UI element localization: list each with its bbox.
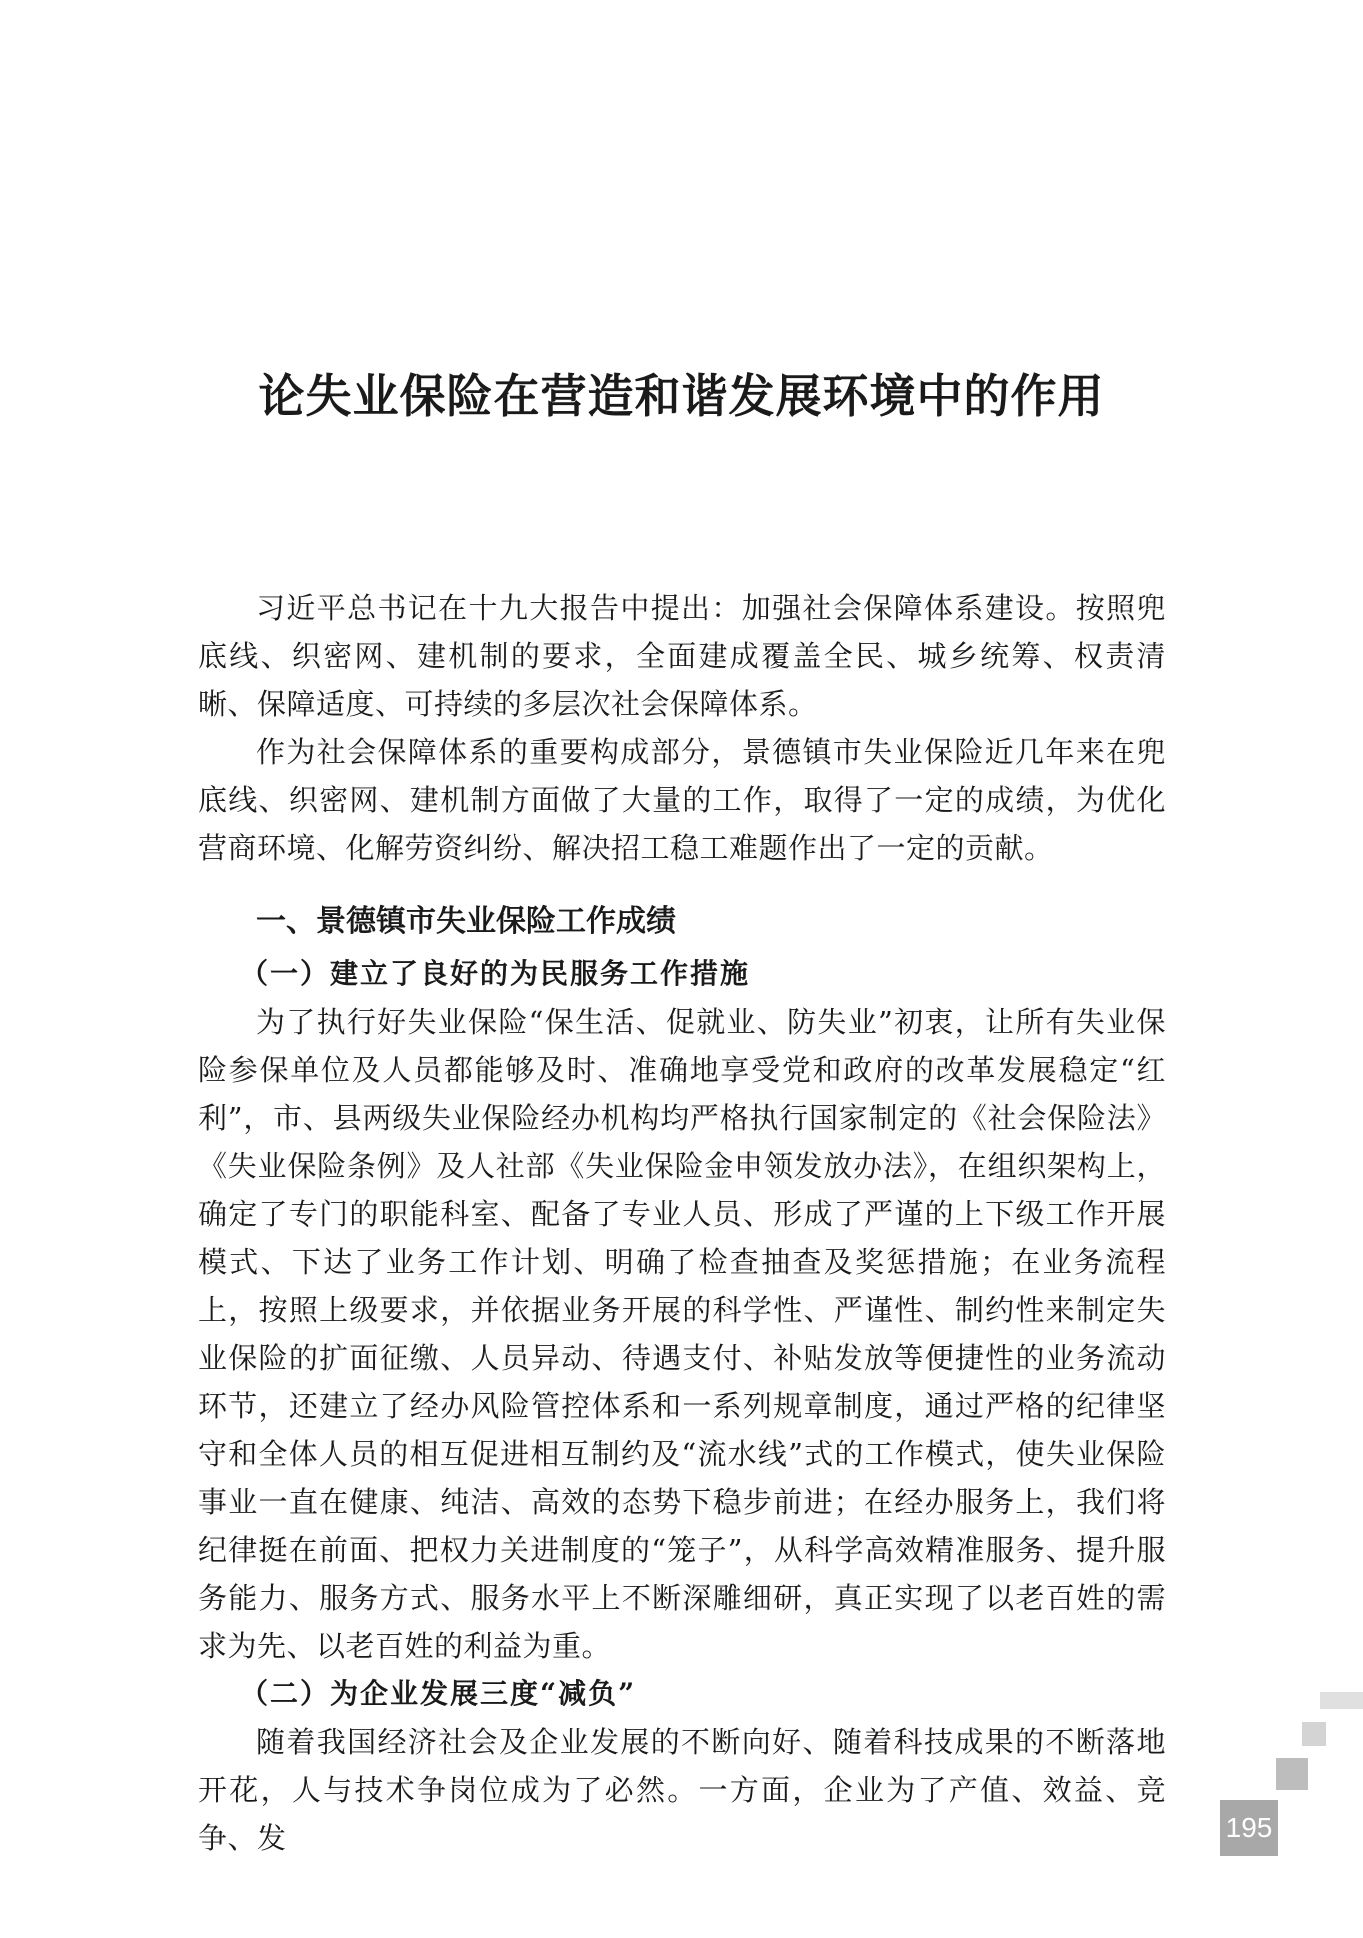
decorative-square [1320, 1692, 1363, 1709]
subsection-heading: （二）为企业发展三度“减负” [240, 1677, 637, 1710]
article-body [198, 584, 1166, 1862]
page-number: 195 [1220, 1800, 1278, 1856]
section-heading: 一、景德镇市失业保险工作成绩 [256, 904, 676, 939]
subsection-heading: （一）建立了良好的为民服务工作措施 [240, 957, 751, 990]
paragraph: 为了执行好失业保险“保生活、促就业、防失业”初衷，让所有失业保险参保单位及人员都能够及时、准确地享受党和政府的改革发展稳定“红利”，市、县两级失业保险经办机构均严格执行国家制定的《社会保险法》《失业保险条例》及人社部《失业保险金申领发放办法》，在组织架构上，确定了专门的职能科室、配备了专业人员、形成了严谨的上下级工作开展模式、下达了业务工作计划、明确了检查抽查及奖惩措施；在业务流程上，按照上级要求，并依据业务开展的科学性、严谨性、制约性来制定失业保险的扩面征缴、人员异动、待遇支付、补贴发放等便捷性的业务流动环节，还建立了经办风险管控体系和一系列规章制度，通过严格的纪律坚守和全体人员的相互促进相互制约及“流水线”式的工作模式，使失业保险事业一直在健康、纯洁、高效的态势下稳步前进；在经办服务上，我们将纪律挺在前面、把权力关进制度的“笼子”，从科学高效精准服务、提升服务能力、服务方式、服务水平上不断深雕细研，真正实现了以老百姓的需求为先、以老百姓的利益为重。 [198, 1005, 1166, 1663]
decorative-square [1302, 1722, 1326, 1746]
paragraph: 习近平总书记在十九大报告中提出：加强社会保障体系建设。按照兜底线、织密网、建机制的要求，全面建成覆盖全民、城乡统筹、权责清晰、保障适度、可持续的多层次社会保障体系。 [198, 591, 1166, 721]
paragraph: 作为社会保障体系的重要构成部分，景德镇市失业保险近几年来在兜底线、织密网、建机制方面做了大量的工作，取得了一定的成绩，为优化营商环境、化解劳资纠纷、解决招工稳工难题作出了一定的贡献。 [198, 735, 1166, 865]
paragraph: 随着我国经济社会及企业发展的不断向好、随着科技成果的不断落地开花，人与技术争岗位成为了必然。一方面，企业为了产值、效益、竞争、发 [198, 1725, 1166, 1855]
page-title: 论失业保险在营造和谐发展环境中的作用 [258, 369, 1105, 423]
decorative-square [1276, 1758, 1308, 1790]
